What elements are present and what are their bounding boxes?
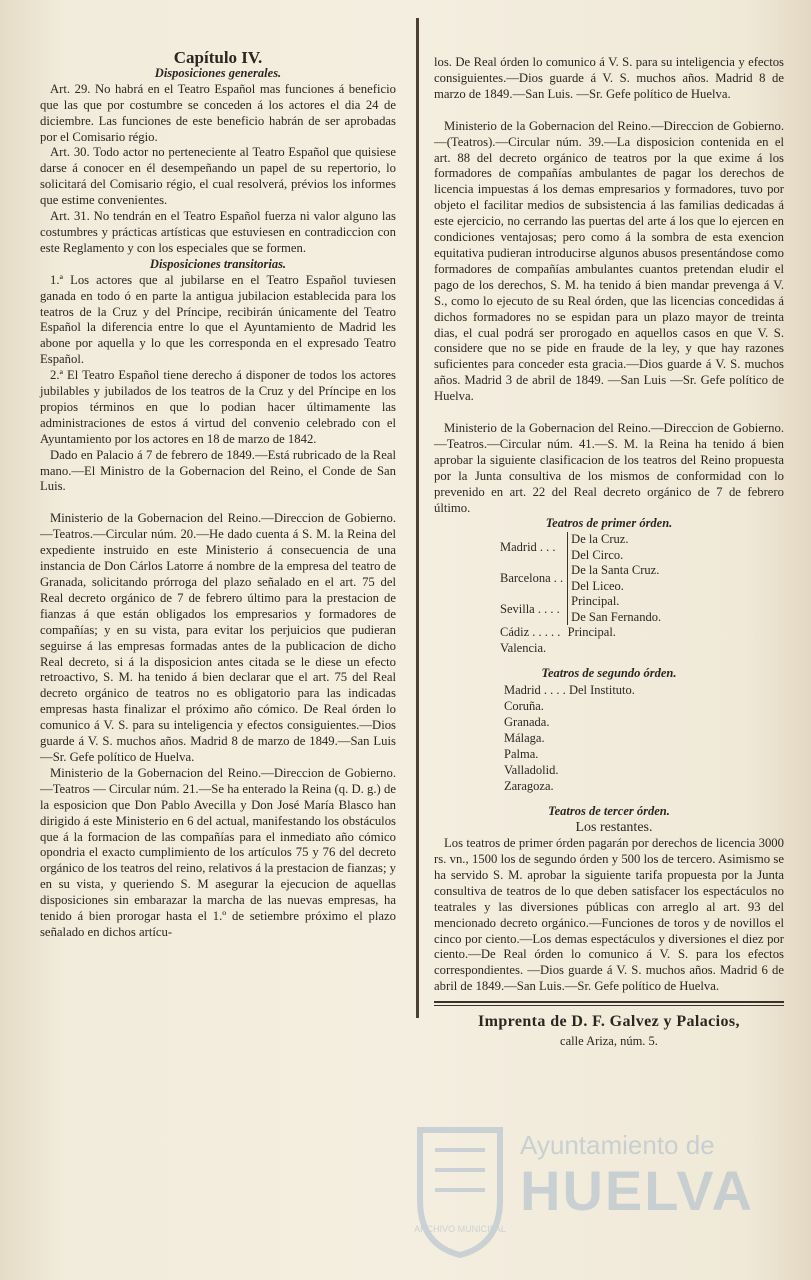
transitoria-1: 1.ª Los actores que al jubilarse en el Teatro Español tuviesen ganada en todo ó en parte la antigua jubilacion establecida para los teatros de la Cruz y del Príncipe, recibirán únicamente del Teatro Español la diferencia entre lo que el Ayuntamiento de Madrid les abone por aquella y lo que les corresponda en el expresado Teatro Español. (40, 272, 396, 367)
city-name: Madrid . . . . (504, 683, 566, 698)
seal-icon (410, 1120, 510, 1260)
city-name: Cádiz . . . . . (500, 625, 561, 640)
printer-imprint: Imprenta de D. F. Galvez y Palacios, (478, 1013, 740, 1031)
chapter-title: Capítulo IV. (173, 48, 263, 67)
theatre-name: Principal. (568, 594, 665, 610)
right-column (434, 55, 784, 1050)
city-name: Sevilla . . . . (500, 602, 560, 617)
tercer-orden-text: Los restantes. (575, 820, 653, 836)
segundo-orden-list (504, 682, 784, 794)
city-name: Valencia. (500, 640, 547, 655)
table-row (500, 594, 665, 610)
article-29: Art. 29. No habrá en el Teatro Español mas funciones á beneficio que las que por costumbre se conceden á los actores el dia 24 de diciembre. Las funciones de este beneficio habrán de ser aprobadas por el Comisario régio. (40, 81, 396, 144)
city-name: Barcelona . . (500, 571, 564, 586)
generales-heading: Disposiciones generales. (154, 65, 282, 80)
theatre-name: Del Instituto. (568, 683, 635, 698)
archive-watermark (400, 1110, 800, 1280)
printer-address: calle Ariza, núm. 5. (560, 1034, 658, 1049)
list-item: Coruña. (504, 699, 544, 714)
primer-orden-table (500, 532, 665, 656)
theatre-name: Principal. (567, 625, 616, 640)
table-row (500, 532, 665, 548)
final-paragraph: Los teatros de primer órden pagarán por derechos de licencia 3000 rs. vn., 1500 los de segundo órden y 500 los de tercero. Asimismo se ha servido S. M. aprobar la siguiente tarifa propuesta por la Junta consultiva de teatros de lo que deben satisfacer los espectáculos no teatrales y las diversiones públicas con arreglo al art. 93 del mencionado decreto orgánico.—Funciones de toros y de novillos el cinco por ciento.—Los demas espectáculos y diversiones el diez por ciento.—De Real órden lo comunico á V. S. para los efectos correspondientes. —Dios guarde á V. S. muchos años. Madrid 6 de abril de 1849.—San Luis.—Sr. Gefe político de Huelva. (434, 836, 784, 994)
circular-21: Ministerio de la Gobernacion del Reino.—Direccion de Gobierno.—Teatros — Circular núm. 21.—Se ha enterado la Reina (q. D. g.) de la esposicion que Don Pablo Avecilla y Don José María Blasco han dirigido á este Ministerio en 6 del actual, manifestando los obstáculos que á la formacion de las compañías para el inmediato año cómico opondria el exacto cumplimiento de los artículos 75 y 76 del decreto orgánico de los teatros del reino, relativos á la prestacion de fianzas; y en su vista, y queriendo S. M asegurar la ejecucion de aquellas disposiciones sin embarazar la marcha de las nuevas empresas, ha tenido á bien prorogar hasta el 1.º de setiembre próximo el plazo señalado en dichos artícu- (40, 765, 396, 939)
circular-21-continued: los. De Real órden lo comunico á V. S. para su inteligencia y efectos consiguientes.—Dios guarde á V. S. muchos años. Madrid 8 de marzo de 1849.—San Luis. —Sr. Gefe político de Huelva. (434, 55, 784, 101)
table-row (500, 563, 665, 579)
list-item: Valladolid. (504, 763, 559, 778)
list-item: Palma. (504, 747, 539, 762)
city-name: Madrid . . . (500, 540, 556, 555)
list-item: Málaga. (504, 731, 545, 746)
segundo-orden-heading: Teatros de segundo órden. (541, 666, 677, 681)
theatre-name: De la Cruz. (568, 532, 665, 548)
circular-20: Ministerio de la Gobernacion del Reino.—Direccion de Gobierno.—Teatros.—Circular núm. 20.—He dado cuenta á S. M. la Reina del expediente instruido en este Ministerio á consecuencia de una instancia de Don Cárlos Latorre á nombre de la empresa del teatro de Granada, solicitando prórroga del plazo señalado en el art. 75 del Real decreto orgánico de 7 de febrero último para la prestacion de fianzas á que están obligados los empresarios y formadores de compañías; y en su vista, para evitar los perjuicios que pudieran seguirse á las empresas formadas antes de la publicacion de dicho Real decreto, si á la disposicion antes citada se le diese un efecto retroactivo, S. M. ha tenido á bien declarar que el art. 75 del Real decreto orgánico de teatros no es obligatorio para las indicadas empresas hasta finalizar el próximo año cómico. De Real órden lo comunico á V. S. para su inteligencia y efectos consiguientes.—Dios guarde á V. S. muchos años. Madrid 8 de marzo de 1849.—San Luis —Sr. Gefe político de Huelva. (40, 511, 396, 764)
circular-41: Ministerio de la Gobernacion del Reino.—Direccion de Gobierno.—Teatros.—Circular núm. 41.—S. M. la Reina ha tenido á bien aprobar la siguiente clasificacion de los teatros del Reino propuesta por la Junta consultiva de los mismos de conformidad con lo prevenido en art. 22 del Real decreto orgánico de 7 de febrero último. (434, 421, 784, 515)
list-item: Zaragoza. (504, 779, 554, 794)
theatre-name: Del Liceo. (568, 579, 665, 595)
theatre-name: Del Circo. (568, 548, 665, 564)
table-row (500, 641, 665, 657)
theatre-name: De la Santa Cruz. (568, 563, 665, 579)
theatre-name: De San Fernando. (568, 610, 665, 626)
article-30: Art. 30. Todo actor no perteneciente al Teatro Español que quisiese darse á conocer en él desempeñando un papel de su repertorio, lo solicitará del Comisario régio, el cual resolverá, prévios los informes que estime convenientes. (40, 145, 396, 208)
rule-thick (434, 1001, 784, 1003)
circular-39: Ministerio de la Gobernacion del Reino.—Direccion de Gobierno.—(Teatros).—Circular núm. 39.—La disposicion contenida en el art. 88 del decreto orgánico de teatros por la que exime á los formadores de compañías ambulantes de pagar los derechos de licencia impuestas á los demas empresarios y formadores, tuvo por objeto el facilitar medios de subsistencia á las familias dedicadas á este ejercicio, no cerrando las puertas del arte á los que lo ejercen en condiciones ventajosas; pero como á la sombra de esta exencion equitativa pudieran introducirse algunos abusos presentándose como formadores de compañías ambulantes cuantos pretendan eludir el pago de los derechos, S. M. ha tenido á bien mandar prevenga á V. S., como lo ejecuto de su Real órden, que las licencias concedidas á dichos formadores no se espidan para un plazo mayor de treinta dias, el cual podrá ser prorogado en aquellos casos en que V. S. considere que no se pide en fraude de la ley, y que hay razones suficientes para conceder esta gracia.—Dios guarde á V. S. muchos años. Madrid 3 de abril de 1849. —San Luis —Sr. Gefe político de Huelva. (434, 118, 784, 404)
transitoria-2: 2.ª El Teatro Español tiene derecho á disponer de todos los actores jubilables y jubilados de los teatros de la Cruz y del Príncipe en los propios términos en que lo podian hacer últimamente las administraciones de estos á virtud del convenio celebrado con el Ayuntamiento por los actores en 18 de marzo de 1842. (40, 368, 396, 446)
seal-text: ARCHIVO MUNICIPAL (414, 1224, 506, 1234)
rule-thin (434, 1005, 784, 1006)
article-31: Art. 31. No tendrán en el Teatro Español fuerza ni valor alguno las costumbres y prácticas artísticas que estuviesen en contradiccion con este Reglamento y con los especiales que se formen. (40, 209, 396, 255)
column-divider (416, 18, 419, 1018)
transitorias-heading: Disposiciones transitorias. (149, 256, 287, 271)
list-item (504, 682, 784, 698)
table-row (500, 625, 665, 641)
list-item: Granada. (504, 715, 550, 730)
left-column (40, 50, 396, 941)
dado-en-palacio: Dado en Palacio á 7 de febrero de 1849.—Está rubricado de la Real mano.—El Ministro de la Gobernacion del Reino, el Conde de San Luis. (40, 447, 396, 494)
watermark-line2: HUELVA (520, 1159, 754, 1222)
tercer-orden-heading: Teatros de tercer órden. (548, 804, 670, 819)
watermark-line1: Ayuntamiento de (520, 1130, 715, 1160)
primer-orden-heading: Teatros de primer órden. (545, 516, 673, 531)
